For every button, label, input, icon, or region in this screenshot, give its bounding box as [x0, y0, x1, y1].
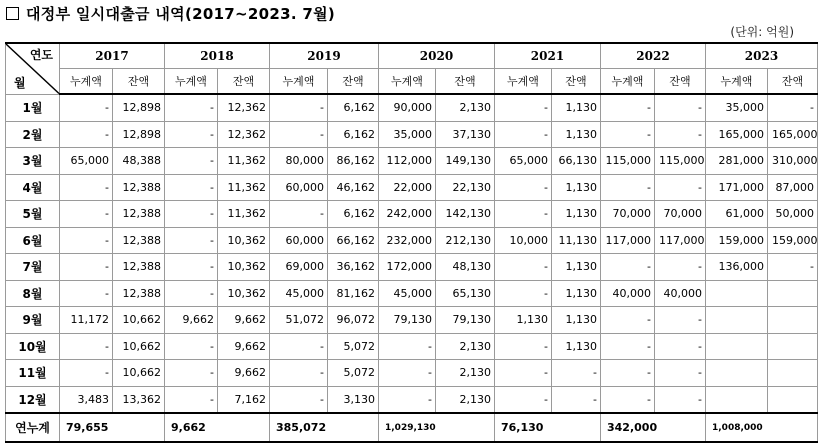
- balance-cell: 5,072: [328, 333, 379, 360]
- table-title-text: 대정부 일시대출금 내역(2017~2023. 7월): [26, 5, 336, 23]
- month-label: 3월: [6, 148, 60, 175]
- balance-cell: [768, 280, 818, 307]
- cumulative-cell: -: [270, 94, 328, 121]
- balance-cell: 159,000: [768, 227, 818, 254]
- balance-cell: 12,388: [113, 227, 165, 254]
- total-label: 연누계: [6, 413, 60, 442]
- balance-cell: 1,130: [552, 254, 601, 281]
- cumulative-cell: -: [495, 280, 552, 307]
- cumulative-cell: -: [379, 386, 436, 413]
- balance-header: 잔액: [552, 69, 601, 95]
- cumulative-cell: 51,072: [270, 307, 328, 334]
- cumulative-cell: -: [601, 386, 655, 413]
- cumulative-cell: -: [60, 174, 113, 201]
- balance-cell: 81,162: [328, 280, 379, 307]
- month-label: 9월: [6, 307, 60, 334]
- balance-cell: 11,130: [552, 227, 601, 254]
- cumulative-cell: -: [601, 94, 655, 121]
- balance-cell: 2,130: [436, 94, 495, 121]
- balance-cell: 12,388: [113, 174, 165, 201]
- cumulative-cell: -: [60, 280, 113, 307]
- balance-cell: 12,388: [113, 201, 165, 228]
- cumulative-cell: -: [495, 174, 552, 201]
- month-label: 1월: [6, 94, 60, 121]
- balance-header: 잔액: [218, 69, 270, 95]
- cumulative-cell: 136,000: [706, 254, 768, 281]
- year-header: 2021: [495, 43, 601, 69]
- cumulative-cell: 69,000: [270, 254, 328, 281]
- balance-cell: 79,130: [436, 307, 495, 334]
- cumulative-header: 누계액: [270, 69, 328, 95]
- balance-header: 잔액: [768, 69, 818, 95]
- cumulative-header: 누계액: [706, 69, 768, 95]
- balance-cell: 1,130: [552, 280, 601, 307]
- table-row: [6, 360, 818, 387]
- cumulative-header: 누계액: [379, 69, 436, 95]
- cumulative-cell: 60,000: [270, 174, 328, 201]
- balance-cell: -: [552, 386, 601, 413]
- balance-cell: [768, 307, 818, 334]
- cumulative-cell: -: [60, 94, 113, 121]
- cumulative-cell: -: [495, 201, 552, 228]
- corner-month-label: 월: [14, 75, 26, 90]
- month-label: 10월: [6, 333, 60, 360]
- month-label: 2월: [6, 121, 60, 148]
- cumulative-cell: -: [60, 254, 113, 281]
- month-label: 12월: [6, 386, 60, 413]
- balance-cell: 7,162: [218, 386, 270, 413]
- balance-cell: 1,130: [552, 121, 601, 148]
- cumulative-cell: [706, 386, 768, 413]
- balance-cell: 11,362: [218, 201, 270, 228]
- table-row: [6, 280, 818, 307]
- cumulative-cell: -: [495, 360, 552, 387]
- month-label: 5월: [6, 201, 60, 228]
- table-row: [6, 94, 818, 121]
- cumulative-cell: -: [270, 333, 328, 360]
- balance-cell: 6,162: [328, 121, 379, 148]
- balance-cell: [768, 360, 818, 387]
- month-label: 6월: [6, 227, 60, 254]
- cumulative-cell: -: [165, 174, 218, 201]
- balance-cell: 10,662: [113, 307, 165, 334]
- balance-cell: 12,898: [113, 121, 165, 148]
- balance-cell: 2,130: [436, 333, 495, 360]
- cumulative-cell: 1,130: [495, 307, 552, 334]
- cumulative-cell: 90,000: [379, 94, 436, 121]
- cumulative-cell: 3,483: [60, 386, 113, 413]
- balance-cell: 1,130: [552, 174, 601, 201]
- table-row: [6, 386, 818, 413]
- square-bullet-icon: [6, 7, 19, 20]
- month-label: 7월: [6, 254, 60, 281]
- balance-cell: 10,662: [113, 360, 165, 387]
- total-value: 79,655: [60, 413, 165, 442]
- balance-cell: 46,162: [328, 174, 379, 201]
- cumulative-cell: 40,000: [601, 280, 655, 307]
- cumulative-cell: [706, 280, 768, 307]
- cumulative-cell: 11,172: [60, 307, 113, 334]
- total-value: 1,008,000: [706, 413, 818, 442]
- table-row: [6, 201, 818, 228]
- cumulative-cell: 45,000: [270, 280, 328, 307]
- month-label: 4월: [6, 174, 60, 201]
- balance-cell: -: [552, 360, 601, 387]
- cumulative-cell: -: [165, 121, 218, 148]
- balance-cell: -: [655, 174, 706, 201]
- cumulative-cell: 112,000: [379, 148, 436, 175]
- cumulative-cell: -: [601, 121, 655, 148]
- year-header-row: [6, 43, 818, 69]
- cumulative-cell: 171,000: [706, 174, 768, 201]
- balance-cell: 65,130: [436, 280, 495, 307]
- balance-cell: 48,388: [113, 148, 165, 175]
- balance-cell: 149,130: [436, 148, 495, 175]
- balance-cell: 10,362: [218, 227, 270, 254]
- balance-cell: 115,000: [655, 148, 706, 175]
- balance-cell: 70,000: [655, 201, 706, 228]
- cumulative-cell: -: [60, 360, 113, 387]
- cumulative-cell: -: [379, 360, 436, 387]
- cumulative-cell: 159,000: [706, 227, 768, 254]
- cumulative-cell: 35,000: [379, 121, 436, 148]
- cumulative-cell: -: [495, 121, 552, 148]
- balance-header: 잔액: [655, 69, 706, 95]
- cumulative-cell: -: [165, 94, 218, 121]
- cumulative-cell: 60,000: [270, 227, 328, 254]
- cumulative-cell: -: [270, 201, 328, 228]
- table-row: [6, 227, 818, 254]
- balance-cell: 142,130: [436, 201, 495, 228]
- cumulative-cell: -: [270, 121, 328, 148]
- balance-cell: 1,130: [552, 201, 601, 228]
- month-label: 11월: [6, 360, 60, 387]
- cumulative-cell: -: [379, 333, 436, 360]
- cumulative-cell: [706, 333, 768, 360]
- cumulative-header: 누계액: [165, 69, 218, 95]
- sub-header-row: [6, 69, 818, 95]
- cumulative-cell: -: [60, 121, 113, 148]
- total-row: [6, 413, 818, 442]
- cumulative-cell: 9,662: [165, 307, 218, 334]
- balance-cell: 6,162: [328, 94, 379, 121]
- balance-cell: -: [655, 360, 706, 387]
- table-row: [6, 148, 818, 175]
- table-row: [6, 307, 818, 334]
- cumulative-cell: 117,000: [601, 227, 655, 254]
- cumulative-cell: 79,130: [379, 307, 436, 334]
- balance-cell: 9,662: [218, 360, 270, 387]
- balance-cell: -: [655, 121, 706, 148]
- balance-cell: -: [655, 333, 706, 360]
- cumulative-cell: -: [601, 174, 655, 201]
- cumulative-cell: -: [165, 360, 218, 387]
- year-header: 2023: [706, 43, 818, 69]
- balance-cell: 96,072: [328, 307, 379, 334]
- cumulative-cell: -: [165, 201, 218, 228]
- cumulative-cell: -: [601, 307, 655, 334]
- balance-cell: 1,130: [552, 94, 601, 121]
- table-body: [6, 94, 818, 442]
- month-label: 8월: [6, 280, 60, 307]
- balance-cell: 9,662: [218, 333, 270, 360]
- balance-cell: 5,072: [328, 360, 379, 387]
- cumulative-cell: -: [601, 360, 655, 387]
- cumulative-cell: -: [165, 227, 218, 254]
- cumulative-cell: -: [495, 254, 552, 281]
- cumulative-cell: 65,000: [60, 148, 113, 175]
- cumulative-cell: 45,000: [379, 280, 436, 307]
- year-header: 2022: [601, 43, 706, 69]
- balance-cell: 10,362: [218, 254, 270, 281]
- balance-cell: -: [655, 307, 706, 334]
- balance-cell: 9,662: [218, 307, 270, 334]
- cumulative-cell: 165,000: [706, 121, 768, 148]
- total-value: 1,029,130: [379, 413, 495, 442]
- cumulative-cell: 65,000: [495, 148, 552, 175]
- table-row: [6, 174, 818, 201]
- balance-cell: 10,362: [218, 280, 270, 307]
- balance-cell: 165,000: [768, 121, 818, 148]
- total-value: 385,072: [270, 413, 379, 442]
- balance-cell: 10,662: [113, 333, 165, 360]
- total-value: 9,662: [165, 413, 270, 442]
- balance-cell: 3,130: [328, 386, 379, 413]
- cumulative-cell: 10,000: [495, 227, 552, 254]
- balance-cell: 12,362: [218, 121, 270, 148]
- balance-cell: 50,000: [768, 201, 818, 228]
- balance-cell: 66,162: [328, 227, 379, 254]
- balance-cell: 1,130: [552, 333, 601, 360]
- cumulative-cell: -: [60, 201, 113, 228]
- cumulative-cell: -: [270, 360, 328, 387]
- cumulative-cell: -: [60, 333, 113, 360]
- cumulative-cell: 172,000: [379, 254, 436, 281]
- balance-cell: 12,388: [113, 280, 165, 307]
- total-value: 342,000: [601, 413, 706, 442]
- cumulative-cell: -: [165, 254, 218, 281]
- balance-cell: 22,130: [436, 174, 495, 201]
- year-header: 2018: [165, 43, 270, 69]
- cumulative-header: 누계액: [60, 69, 113, 95]
- unit-label: (단위: 억원): [730, 25, 794, 39]
- cumulative-header: 누계액: [601, 69, 655, 95]
- cumulative-cell: -: [495, 94, 552, 121]
- balance-cell: -: [768, 254, 818, 281]
- corner-year-label: 연도: [29, 48, 53, 62]
- loan-table: [5, 42, 818, 443]
- cumulative-cell: -: [165, 333, 218, 360]
- cumulative-cell: -: [165, 280, 218, 307]
- cumulative-cell: 242,000: [379, 201, 436, 228]
- cumulative-cell: 61,000: [706, 201, 768, 228]
- balance-cell: 36,162: [328, 254, 379, 281]
- balance-header: 잔액: [113, 69, 165, 95]
- corner-header: [6, 43, 60, 94]
- year-header: 2020: [379, 43, 495, 69]
- table-row: [6, 254, 818, 281]
- balance-header: 잔액: [436, 69, 495, 95]
- cumulative-cell: -: [495, 333, 552, 360]
- table-title: [6, 3, 335, 24]
- balance-cell: -: [768, 94, 818, 121]
- balance-cell: 48,130: [436, 254, 495, 281]
- year-header: 2017: [60, 43, 165, 69]
- balance-cell: 212,130: [436, 227, 495, 254]
- balance-cell: 2,130: [436, 386, 495, 413]
- cumulative-cell: [706, 360, 768, 387]
- balance-cell: 37,130: [436, 121, 495, 148]
- cumulative-cell: 115,000: [601, 148, 655, 175]
- cumulative-cell: 232,000: [379, 227, 436, 254]
- balance-cell: -: [655, 386, 706, 413]
- balance-cell: 2,130: [436, 360, 495, 387]
- cumulative-cell: -: [270, 386, 328, 413]
- cumulative-cell: 35,000: [706, 94, 768, 121]
- balance-cell: 1,130: [552, 307, 601, 334]
- cumulative-cell: -: [165, 386, 218, 413]
- balance-cell: 12,362: [218, 94, 270, 121]
- balance-cell: 12,898: [113, 94, 165, 121]
- balance-cell: 117,000: [655, 227, 706, 254]
- cumulative-cell: 281,000: [706, 148, 768, 175]
- cumulative-header: 누계액: [495, 69, 552, 95]
- cumulative-cell: -: [601, 333, 655, 360]
- table-row: [6, 333, 818, 360]
- cumulative-cell: [706, 307, 768, 334]
- balance-cell: 11,362: [218, 174, 270, 201]
- balance-cell: 87,000: [768, 174, 818, 201]
- year-header: 2019: [270, 43, 379, 69]
- balance-header: 잔액: [328, 69, 379, 95]
- total-value: 76,130: [495, 413, 601, 442]
- cumulative-cell: 22,000: [379, 174, 436, 201]
- balance-cell: 66,130: [552, 148, 601, 175]
- balance-cell: [768, 386, 818, 413]
- cumulative-cell: 70,000: [601, 201, 655, 228]
- balance-cell: -: [655, 254, 706, 281]
- cumulative-cell: 80,000: [270, 148, 328, 175]
- balance-cell: 86,162: [328, 148, 379, 175]
- balance-cell: 12,388: [113, 254, 165, 281]
- balance-cell: 13,362: [113, 386, 165, 413]
- cumulative-cell: -: [60, 227, 113, 254]
- balance-cell: 11,362: [218, 148, 270, 175]
- balance-cell: 40,000: [655, 280, 706, 307]
- cumulative-cell: -: [495, 386, 552, 413]
- balance-cell: [768, 333, 818, 360]
- table-row: [6, 121, 818, 148]
- balance-cell: -: [655, 94, 706, 121]
- cumulative-cell: -: [165, 148, 218, 175]
- cumulative-cell: -: [601, 254, 655, 281]
- balance-cell: 310,000: [768, 148, 818, 175]
- balance-cell: 6,162: [328, 201, 379, 228]
